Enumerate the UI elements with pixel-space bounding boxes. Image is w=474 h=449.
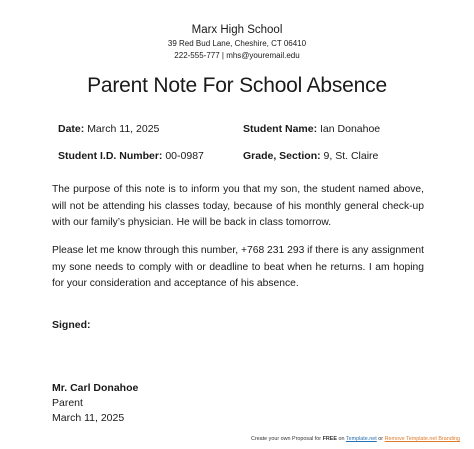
info-grade — [243, 149, 378, 163]
body-paragraph-1: The purpose of this note is to inform you that my son, the student named above, will not be attending his classes today, because of his monthly general check-up with our family’s physician. He will be back in class tomorrow. — [52, 184, 424, 228]
footer-or: or — [378, 436, 384, 442]
date-label: Date: — [58, 123, 85, 135]
student-name-label: Student Name: — [243, 123, 318, 135]
signer-name: Mr. Carl Donahoe — [52, 382, 139, 394]
grade-label: Grade, Section: — [243, 150, 321, 162]
student-id-label: Student I.D. Number: — [58, 150, 163, 162]
info-student-name — [243, 122, 380, 136]
info-date — [58, 122, 159, 136]
school-contact: 222-555-777 | mhs@youremail.edu — [174, 51, 300, 60]
signature-date: March 11, 2025 — [52, 412, 125, 424]
school-name: Marx High School — [191, 24, 283, 36]
footer-prefix: Create your own Proposal for — [250, 436, 322, 442]
date-value: March 11, 2025 — [87, 123, 160, 135]
info-student-id — [58, 149, 204, 163]
signer-role: Parent — [52, 397, 83, 409]
footer-on: on — [338, 436, 345, 442]
letterhead — [0, 22, 474, 62]
school-address: 39 Red Bud Lane, Cheshire, CT 06410 — [167, 39, 307, 48]
student-id-value: 00-0987 — [165, 150, 204, 162]
template-site-link[interactable]: Template.net — [345, 436, 377, 442]
signed-label: Signed: — [52, 319, 91, 331]
footer-branding — [251, 436, 460, 442]
document-title: Parent Note For School Absence — [87, 74, 387, 97]
body-paragraph-2: Please let me know through this number, +768 231 293 if there is any assignment my sone needs to comply with or deadline to beat when he returns. I am hoping for your consideration and acceptance of his absence. — [52, 245, 424, 289]
remove-branding-link[interactable]: Remove Template.net Branding — [384, 436, 460, 442]
footer-free: FREE — [322, 436, 337, 442]
grade-value: 9, St. Claire — [323, 150, 379, 162]
student-name-value: Ian Donahoe — [320, 123, 381, 135]
